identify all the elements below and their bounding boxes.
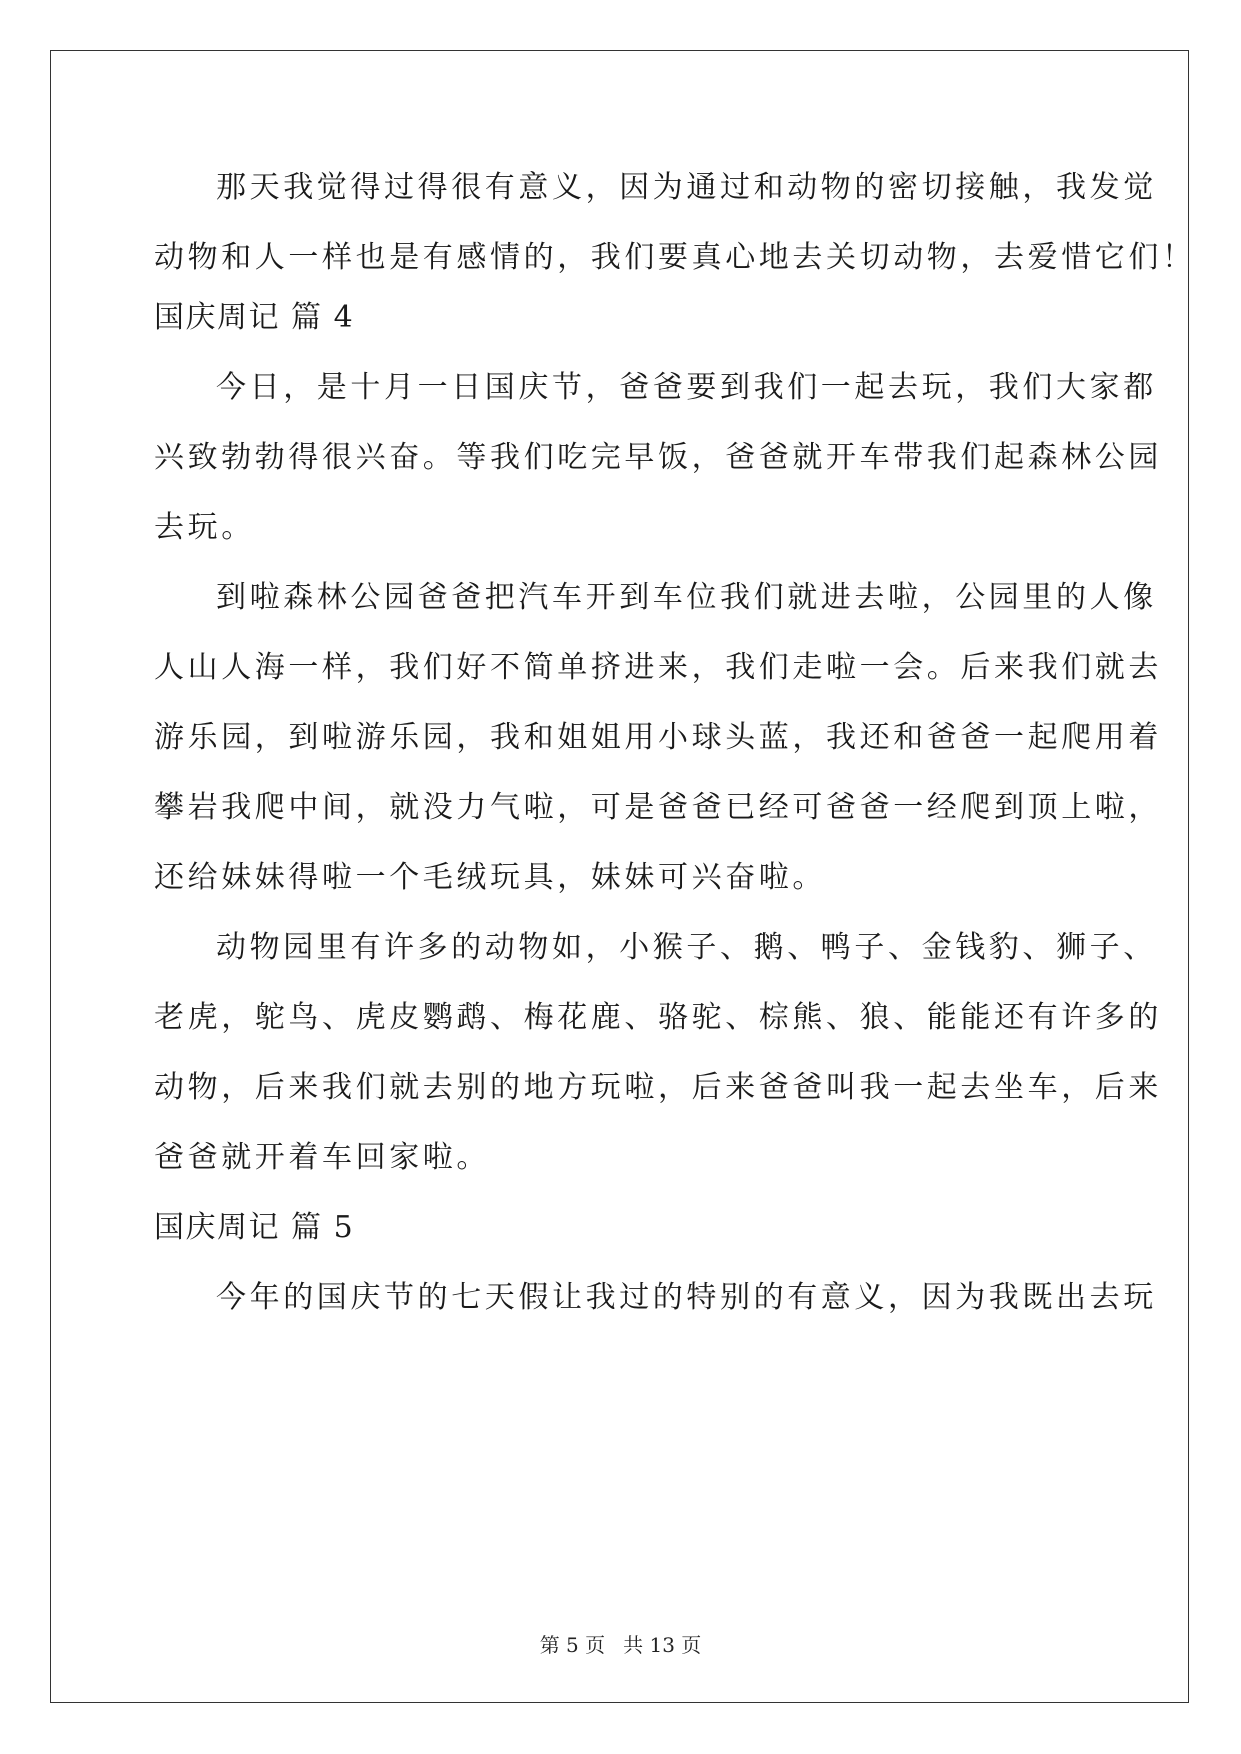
page-footer: [0, 1632, 1241, 1658]
paragraph-line: 动物和人一样也是有感情的，我们要真心地去关切动物，去爱惜它们！: [154, 240, 1196, 275]
paragraph-line: 那天我觉得过得很有意义，因为通过和动物的密切接触，我发觉: [216, 170, 1157, 205]
paragraph-line: 到啦森林公园爸爸把汽车开到车位我们就进去啦，公园里的人像: [216, 580, 1157, 615]
paragraph-line: 去玩。: [154, 510, 255, 545]
section-heading: 国庆周记 篇 4: [154, 300, 355, 335]
paragraph-line: 动物，后来我们就去别的地方玩啦，后来爸爸叫我一起去坐车，后来: [154, 1070, 1162, 1105]
page-number: 第 5 页: [539, 1633, 606, 1657]
paragraph-line: 今年的国庆节的七天假让我过的特别的有意义，因为我既出去玩: [216, 1280, 1157, 1315]
paragraph-line: 游乐园，到啦游乐园，我和姐姐用小球头蓝，我还和爸爸一起爬用着: [154, 720, 1162, 755]
page-total: 共 13 页: [623, 1633, 702, 1657]
paragraph-line: 还给妹妹得啦一个毛绒玩具，妹妹可兴奋啦。: [154, 860, 826, 895]
paragraph-line: 攀岩我爬中间，就没力气啦，可是爸爸已经可爸爸一经爬到顶上啦，: [154, 790, 1162, 825]
paragraph-line: 今日，是十月一日国庆节，爸爸要到我们一起去玩，我们大家都: [216, 370, 1157, 405]
paragraph-line: 人山人海一样，我们好不简单挤进来，我们走啦一会。后来我们就去: [154, 650, 1162, 685]
paragraph-line: 动物园里有许多的动物如，小猴子、鹅、鸭子、金钱豹、狮子、: [216, 930, 1157, 965]
section-heading: 国庆周记 篇 5: [154, 1210, 355, 1245]
paragraph-line: 兴致勃勃得很兴奋。等我们吃完早饭，爸爸就开车带我们起森林公园: [154, 440, 1162, 475]
paragraph-line: 老虎，鸵鸟、虎皮鹦鹉、梅花鹿、骆驼、棕熊、狼、能能还有许多的: [154, 1000, 1162, 1035]
paragraph-line: 爸爸就开着车回家啦。: [154, 1140, 490, 1175]
